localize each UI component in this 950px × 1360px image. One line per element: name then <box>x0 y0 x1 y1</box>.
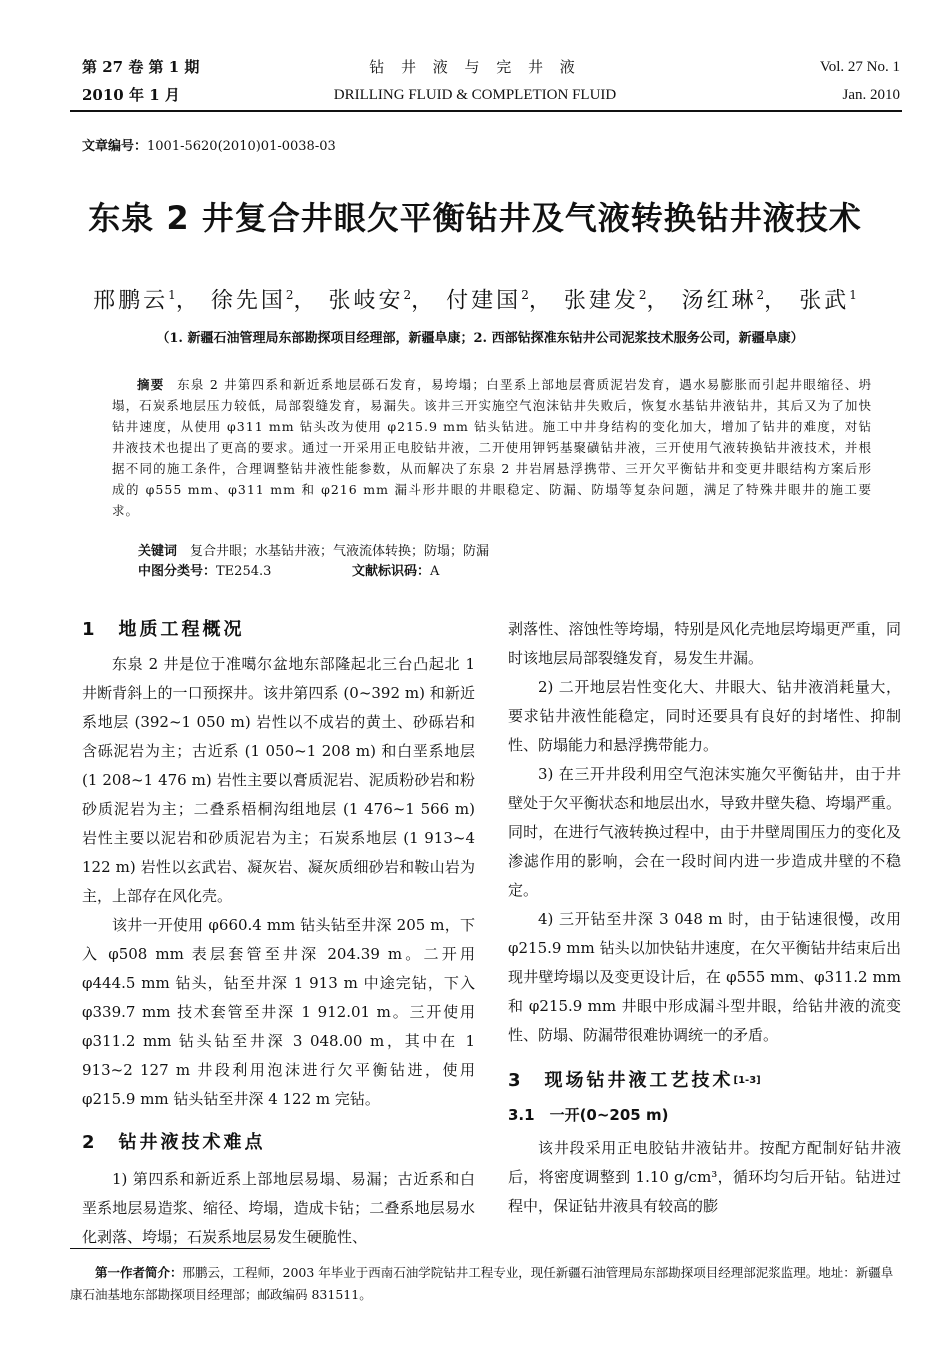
classification-value: TE254.3 <box>216 564 272 579</box>
subsection-heading: 3.1 一开(0~205 m) <box>508 1106 669 1124</box>
paragraph: 2) 二开地层岩性变化大、井眼大、钻井液消耗量大，要求钻井液性能稳定，同时还要具有良好的封堵性、抑制性、防塌能力和悬浮携带能力。 <box>508 678 901 754</box>
author: 张武 <box>799 288 850 314</box>
author: 邢鹏云 <box>93 288 169 314</box>
paragraph: 该井一开使用 φ660.4 mm 钻头钻至井深 205 m，下入 φ508 mm 表层套管至井深 204.39 m。二开用 φ444.5 mm 钻头，钻至井深 1 913 m 中途完钻，下入 φ339.7 mm 技术套管至井深 1 912.01 m。三开使用 φ311.2 mm 钻头钻至井深 3 048.00 m，其中在 1 913~2 127 m 井段利用泡沫进行欠平衡钻进，使用 φ215.9 mm 钻头钻至井深 4 122 m 完钻。 <box>82 916 475 1108</box>
paragraph: 4) 三开钻至井深 3 048 m 时，由于钻速很慢，改用 φ215.9 mm 钻头以加快钻井速度，在欠平衡钻井结束后出现井壁垮塌以及变更设计后，在 φ555 mm、φ311.2 mm 和 φ215.9 mm 井眼中形成漏斗型井眼，给钻井液的流变性、防塌、防漏带很难协调统一的矛盾。 <box>508 910 901 1044</box>
volume-label: Vol. 27 No. 1 <box>819 59 900 75</box>
journal-title-en: DRILLING FLUID & COMPLETION FLUID <box>333 87 617 103</box>
author-affiliation-mark: 1 <box>849 288 857 302</box>
author-separator: ， <box>528 288 554 314</box>
author: 徐先国 <box>210 288 286 314</box>
author: 汤红琳 <box>681 288 757 314</box>
author-separator: ， <box>293 288 319 314</box>
abstract-label: 摘要 <box>137 377 165 392</box>
keywords-label: 关键词 <box>138 544 178 559</box>
right-column <box>508 615 901 1221</box>
abstract-text: 东泉 2 井第四系和新近系地层砾石发育，易垮塌；白垩系上部地层膏质泥岩发育，遇水易膨胀而引起井眼缩径、坍塌，石炭系地层压力较低，局部裂缝发育，易漏失。该井三开实施空气泡沫钻井失败后，恢复水基钻井液钻井，其后又为了加快钻井速度，从使用 φ311 mm 钻头改为使用 φ215.9 mm 钻头钻进。施工中井身结构的变化加大，增加了钻井的难度，对钻井液技术也提出了更高的要求。通过一开采用正电胶钻井液，二开使用钾钙基聚磺钻井液，三开使用气液转换钻井液技术，并根据不同的施工条件，合理调整钻井液性能参数，从而解决了东泉 2 井岩屑悬浮携带、三开欠平衡钻井和变更井眼结构方案后形成的 φ555 mm、φ311 mm 和 φ216 mm 漏斗形井眼的井眼稳定、防漏、防塌等复杂问题，满足了特殊井眼井的施工要求。 <box>112 377 872 518</box>
header-rule <box>70 110 902 112</box>
author-affiliation-mark: 2 <box>285 288 294 302</box>
article-id <box>82 135 336 154</box>
author-affiliation-mark: 2 <box>638 288 647 302</box>
document-code-label: 文献标识码： <box>352 564 431 579</box>
footnote-text: 邢鹏云，工程师，2003 年毕业于西南石油学院钻井工程专业，现任新疆石油管理局东部勘探项目经理部泥浆监理。地址：新疆阜康石油基地东部勘探项目经理部；邮政编码 831511。 <box>70 1265 894 1302</box>
issue-label: 第 27 卷 第 1 期 <box>82 58 200 76</box>
author: 张建发 <box>563 288 639 314</box>
author: 付建国 <box>446 288 522 314</box>
left-column <box>82 615 475 1252</box>
paragraph: 该井段采用正电胶钻井液钻井。按配方配制好钻井液后，将密度调整到 1.10 g/cm³，循环均匀后开钻。钻进过程中，保证钻井液具有较高的膨 <box>508 1139 901 1215</box>
author-affiliation-mark: 2 <box>756 288 765 302</box>
keywords-text: 复合井眼；水基钻井液；气液流体转换；防塌；防漏 <box>190 544 490 559</box>
author-separator: ， <box>175 288 201 314</box>
abstract <box>112 374 872 521</box>
keywords <box>138 543 489 561</box>
paragraph: 3) 在三开井段利用空气泡沫实施欠平衡钻井，由于井壁处于欠平衡状态和地层出水，导致井壁失稳、垮塌严重。同时，在进行气液转换过程中，由于井壁周围压力的变化及渗滤作用的影响，会在一段时间内进一步造成井壁的不稳定。 <box>508 765 901 899</box>
author-separator: ， <box>411 288 437 314</box>
paragraph: 东泉 2 井是位于准噶尔盆地东部隆起北三台凸起北 1 井断背斜上的一口预探井。该井第四系 (0~392 m) 和新近系地层 (392~1 050 m) 岩性以不成岩的黄土、砂砾岩和含砾泥岩为主；古近系 (1 050~1 208 m) 和白垩系地层 (1 208~1 476 m) 岩性主要以膏质泥岩、泥质粉砂岩和粉砂质泥岩为主；二叠系梧桐沟组地层 (1 476~1 566 m) 岩性主要以泥岩和砂质泥岩为主；石炭系地层 (1 913~4 122 m) 岩性以玄武岩、凝灰岩、凝灰质细砂岩和鞍山岩为主，上部存在风化壳。 <box>82 655 475 905</box>
footnote <box>70 1262 902 1306</box>
paragraph: 1) 第四系和新近系上部地层易塌、易漏；古近系和白垩系地层易造浆、缩径、垮塌，造成卡钻；二叠系地层易水化剥落、垮塌；石炭系地层易发生硬脆性、 <box>82 1170 475 1246</box>
author-affiliation-mark: 2 <box>521 288 529 302</box>
author: 张岐安 <box>328 288 404 314</box>
section-heading: 2 钻井液技术难点 <box>82 1132 266 1153</box>
classification-label: 中图分类号： <box>138 564 217 579</box>
affiliations: （1. 新疆石油管理局东部勘探项目经理部，新疆阜康；2. 西部钻探准东钻井公司泥浆技术服务公司，新疆阜康） <box>156 331 804 346</box>
footnote-rule <box>70 1248 270 1249</box>
author-separator: ， <box>646 288 672 314</box>
author-affiliation-mark: 1 <box>168 288 176 302</box>
paper-title: 东泉 2 井复合井眼欠平衡钻井及气液转换钻井液技术 <box>88 199 862 237</box>
article-id-value: 1001-5620(2010)01-0038-03 <box>147 139 336 154</box>
document-code-value: A <box>430 564 440 579</box>
citation-ref: [1-3] <box>733 1075 761 1086</box>
author-affiliation-mark: 2 <box>403 288 412 302</box>
section-heading: 1 地质工程概况 <box>82 619 245 640</box>
date-en-label: Jan. 2010 <box>842 87 900 103</box>
journal-title-cn: 钻 井 液 与 完 井 液 <box>369 58 581 76</box>
author-separator: ， <box>764 288 790 314</box>
date-label: 2010 年 1 月 <box>82 86 180 104</box>
document-code <box>352 563 439 581</box>
footnote-label: 第一作者简介： <box>95 1265 183 1280</box>
paragraph: 剥落性、溶蚀性等垮塌，特别是风化壳地层垮塌更严重，同时该地层局部裂缝发育，易发生井漏。 <box>508 620 901 667</box>
article-id-label: 文章编号： <box>82 139 148 154</box>
section-heading <box>508 1066 901 1095</box>
author-list <box>0 280 950 316</box>
classification <box>138 563 271 581</box>
section-heading-text: 3 现场钻井液工艺技术 <box>508 1070 734 1091</box>
